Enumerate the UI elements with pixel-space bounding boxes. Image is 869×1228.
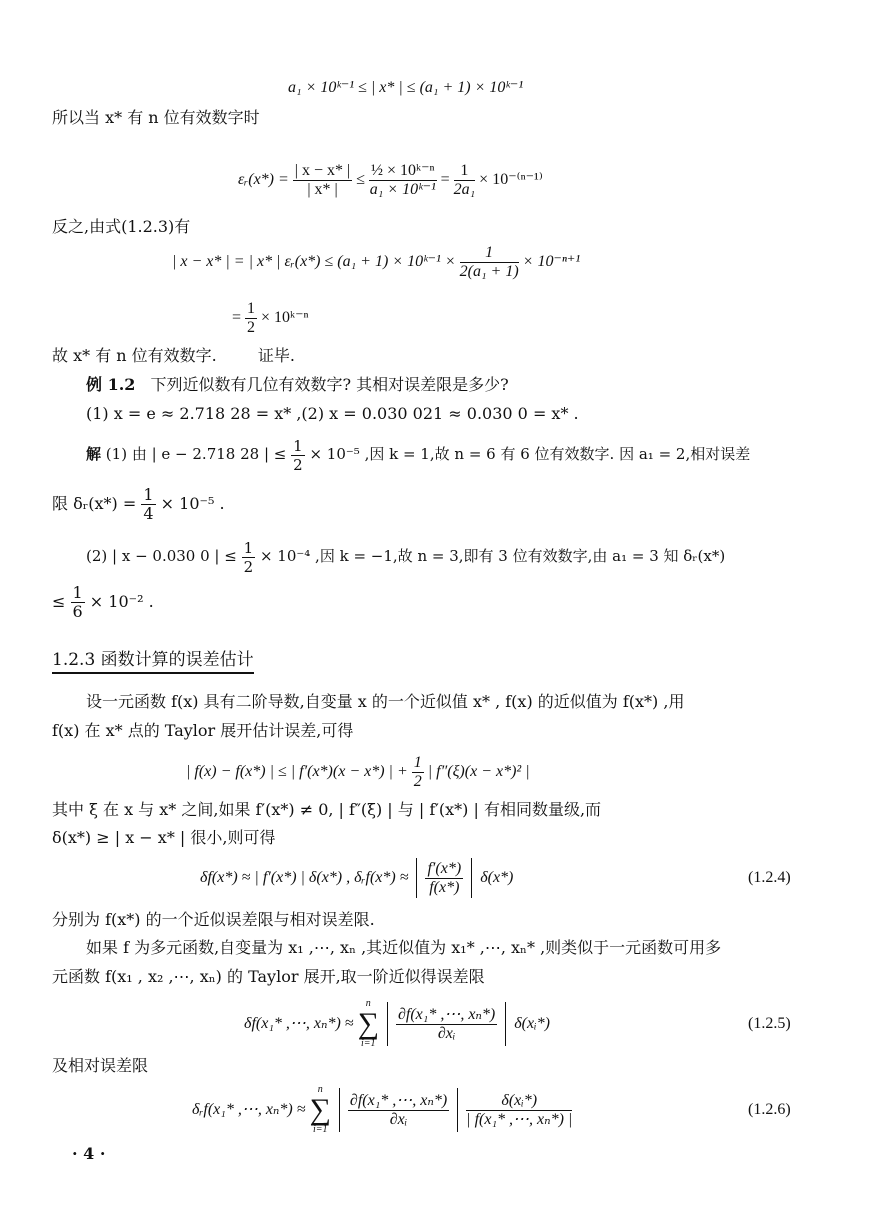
fraction-numerator: ½ × 10ᵏ⁻ⁿ	[371, 161, 435, 179]
paragraph-line: 元函数 f(x₁ , x₂ ,⋯, xₙ) 的 Taylor 展开,取一阶近似得误差限	[52, 967, 485, 986]
solution-label: 解	[86, 445, 102, 463]
solution-text: (2) | x − 0.030 0 | ≤	[86, 547, 237, 565]
equation-relative-error	[238, 150, 543, 210]
example-heading	[86, 375, 509, 395]
fraction	[396, 1006, 497, 1043]
abs-bar	[457, 1088, 458, 1132]
equation-1-2-5	[244, 996, 550, 1052]
text-line: 所以当 x* 有 n 位有效数字时	[52, 108, 260, 127]
fraction-numerator: 1	[413, 753, 422, 771]
fraction-numerator: f′(x*)	[427, 859, 462, 877]
solution-line	[52, 482, 225, 526]
fraction-denominator: 2a₁	[453, 180, 476, 198]
eq-lhs: δf(x₁* ,⋯, xₙ*) ≈	[244, 1015, 354, 1032]
fraction-denominator: f(x*)	[429, 878, 460, 896]
fraction-numerator: 1	[454, 162, 476, 181]
equation-number: (1.2.4)	[748, 869, 791, 886]
fraction-denominator: 2	[247, 318, 256, 336]
eq-lhs: | x − x* | = | x* | εᵣ(x*) ≤ (a₁ + 1) × 10ᵏ⁻¹ ×	[172, 253, 456, 270]
sum-lower: i=1	[361, 1038, 376, 1050]
fraction	[454, 162, 476, 199]
fraction-numerator: 1	[72, 583, 83, 602]
eq-tail: δ(x*)	[480, 869, 514, 886]
fraction-denominator: | x* |	[307, 180, 338, 198]
solution-text: × 10⁻⁵ .	[160, 494, 225, 513]
eq-lhs: δᵣf(x₁* ,⋯, xₙ*) ≈	[192, 1101, 306, 1118]
equation-converse-result	[232, 296, 309, 340]
equation-number: (1.2.6)	[748, 1101, 791, 1118]
eq-op: =	[232, 309, 242, 326]
solution-text: × 10⁻² .	[89, 592, 154, 611]
eq-tail: × 10ᵏ⁻ⁿ	[261, 309, 309, 326]
solution-text: 限 δᵣ(x*) =	[52, 494, 137, 513]
fraction	[293, 162, 352, 199]
solution-text: ≤	[52, 592, 66, 611]
qed-text: 证毕.	[257, 346, 295, 365]
fraction	[369, 162, 437, 199]
eq-tail: × 10⁻⁽ⁿ⁻¹⁾	[479, 171, 543, 188]
abs-bar	[471, 858, 472, 898]
text-line	[52, 346, 295, 366]
fraction	[141, 486, 155, 523]
equation-1-2-6	[192, 1082, 572, 1138]
abs-bar	[387, 1002, 388, 1046]
text-line: 反之,由式(1.2.3)有	[52, 217, 191, 236]
eq-op: ≤	[356, 171, 366, 188]
fraction	[466, 1092, 572, 1129]
equation-number: (1.2.5)	[748, 1015, 791, 1032]
sum-sigma-icon: ∑	[357, 1007, 379, 1041]
example-label: 例 1.2	[86, 375, 136, 394]
fraction	[425, 860, 463, 897]
solution-line	[86, 534, 725, 578]
section-heading: 1.2.3 函数计算的误差估计	[52, 650, 254, 674]
fraction	[291, 437, 305, 474]
paragraph-line: 及相对误差限	[52, 1056, 149, 1075]
fraction-denominator: 2	[293, 455, 303, 474]
sum-sigma-icon: ∑	[309, 1093, 331, 1127]
eq-op: =	[440, 171, 450, 188]
fraction-denominator: 2	[413, 772, 422, 790]
fraction	[412, 754, 424, 791]
eq-tail: × 10⁻ⁿ⁺¹	[522, 253, 581, 270]
therefore-text: 故 x* 有 n 位有效数字.	[52, 346, 217, 365]
page-number: · 4 ·	[72, 1144, 106, 1163]
fraction-denominator: 2	[243, 557, 254, 576]
fraction	[245, 300, 257, 337]
paragraph-line: 如果 f 为多元函数,自变量为 x₁ ,⋯, xₙ ,其近似值为 x₁* ,⋯, xₙ* ,则类似于一元函数可用多	[86, 938, 722, 957]
eq-lhs: | f(x) − f(x*) | ≤ | f′(x*)(x − x*) | +	[186, 763, 408, 780]
fraction-numerator: | x − x* |	[294, 161, 351, 179]
abs-bar	[416, 858, 417, 898]
equation-taylor	[186, 750, 530, 794]
paragraph-line: δ(x*) ≥ | x − x* | 很小,则可得	[52, 828, 276, 847]
example-items: (1) x = e ≈ 2.718 28 = x* ,(2) x = 0.030 021 ≈ 0.030 0 = x* .	[86, 404, 579, 423]
equation-1-2-4	[200, 852, 513, 904]
summation	[358, 998, 379, 1050]
solution-line	[86, 432, 750, 476]
fraction-numerator: 1	[247, 299, 256, 317]
fraction-numerator: ∂f(x₁* ,⋯, xₙ*)	[349, 1091, 448, 1109]
equation-converse	[172, 240, 580, 284]
fraction	[460, 244, 519, 281]
paragraph-line: 分别为 f(x*) 的一个近似误差限与相对误差限.	[52, 910, 375, 929]
fraction-denominator: ∂xᵢ	[389, 1110, 408, 1128]
eq-tail: | f″(ξ)(x − x*)² |	[427, 763, 530, 780]
fraction-denominator: 2(a₁ + 1)	[459, 262, 519, 280]
fraction-numerator: 1	[460, 244, 519, 263]
fraction-denominator: a₁ × 10ᵏ⁻¹	[369, 180, 436, 198]
eq-lhs: εᵣ(x*) =	[238, 171, 293, 188]
fraction-numerator: 1	[243, 538, 254, 557]
fraction-numerator: 1	[143, 485, 154, 504]
fraction-denominator: ∂xᵢ	[437, 1024, 456, 1042]
sum-upper: n	[365, 998, 371, 1010]
fraction-numerator: ∂f(x₁* ,⋯, xₙ*)	[397, 1005, 496, 1023]
example-text: 下列近似数有几位有效数字? 其相对误差限是多少?	[150, 375, 509, 394]
fraction	[71, 584, 85, 621]
fraction-numerator: δ(xᵢ*)	[466, 1092, 572, 1111]
eq-lhs: δf(x*) ≈ | f′(x*) | δ(x*) , δᵣf(x*) ≈	[200, 869, 409, 886]
paragraph-line: 设一元函数 f(x) 具有二阶导数,自变量 x 的一个近似值 x* , f(x) 的近似值为 f(x*) ,用	[86, 692, 685, 711]
sum-upper: n	[317, 1084, 323, 1096]
solution-text: (1) 由 | e − 2.718 28 | ≤	[105, 445, 287, 463]
sum-lower: i=1	[312, 1124, 328, 1136]
fraction	[242, 539, 256, 576]
solution-line	[52, 580, 154, 624]
fraction-denominator: 6	[72, 602, 83, 621]
fraction-denominator: | f(x₁* ,⋯, xₙ*) |	[466, 1110, 573, 1128]
fraction-denominator: 4	[143, 504, 154, 523]
abs-bar	[339, 1088, 340, 1132]
solution-text: × 10⁻⁵ ,因 k = 1,故 n = 6 有 6 位有效数字. 因 a₁ = 2,相对误差	[309, 445, 751, 463]
fraction-numerator: 1	[293, 436, 303, 455]
summation	[310, 1084, 331, 1136]
paragraph-line: 其中 ξ 在 x 与 x* 之间,如果 f′(x*) ≠ 0, | f″(ξ) | 与 | f′(x*) | 有相同数量级,而	[52, 800, 602, 819]
paragraph-line: f(x) 在 x* 点的 Taylor 展开估计误差,可得	[52, 721, 354, 740]
equation-bounds: a₁ × 10ᵏ⁻¹ ≤ | x* | ≤ (a₁ + 1) × 10ᵏ⁻¹	[288, 79, 524, 96]
fraction	[348, 1092, 449, 1129]
solution-text: × 10⁻⁴ ,因 k = −1,故 n = 3,即有 3 位有效数字,由 a₁ = 3 知 δᵣ(x*)	[259, 547, 726, 565]
eq-tail: δ(xᵢ*)	[514, 1015, 550, 1032]
abs-bar	[505, 1002, 506, 1046]
